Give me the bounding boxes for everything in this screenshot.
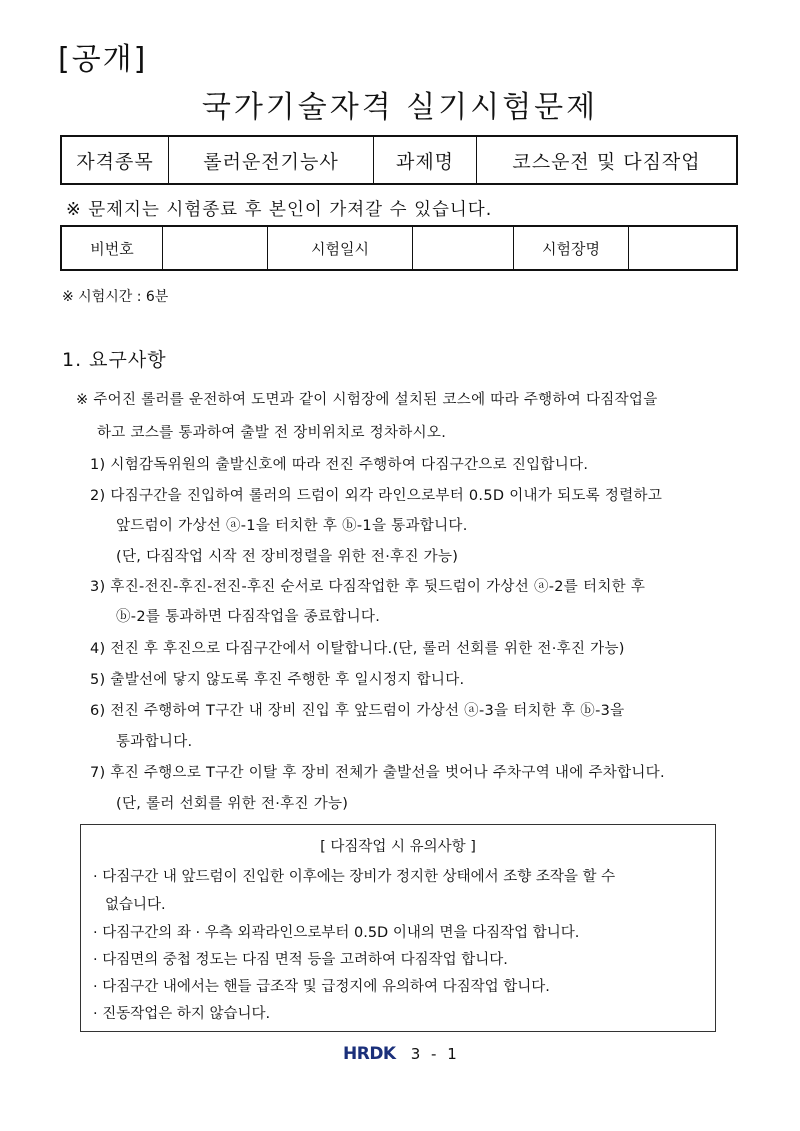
caution-title: [ 다짐작업 시 유의사항 ] — [320, 839, 476, 855]
requirement-line: ※ 주어진 롤러를 운전하여 도면과 같이 시험장에 설치된 코스에 따라 주행하여 다짐작업을 — [76, 392, 658, 408]
notice-text: ※ 문제지는 시험종료 후 본인이 가져갈 수 있습니다. — [66, 200, 493, 220]
date-label: 시험일시 — [268, 226, 413, 270]
requirement-line: 앞드럼이 가상선 ⓐ-1을 터치한 후 ⓑ-1을 통과합니다. — [116, 518, 468, 534]
requirement-line: 2) 다짐구간을 진입하여 롤러의 드럼이 외각 라인으로부터 0.5D 이내가 되도록 정렬하고 — [90, 488, 663, 504]
number-label: 비번호 — [61, 226, 163, 270]
section-heading: 1. 요구사항 — [62, 349, 167, 371]
page-number: 3 - 1 — [410, 1045, 460, 1063]
place-value[interactable] — [629, 226, 738, 270]
field-label: 자격종목 — [61, 136, 169, 184]
footer — [343, 1044, 460, 1064]
task-value: 코스운전 및 다짐작업 — [477, 136, 738, 184]
requirement-line: 3) 후진-전진-후진-전진-후진 순서로 다짐작업한 후 뒷드럼이 가상선 ⓐ-2를 터치한 후 — [90, 579, 646, 595]
requirement-line: (단, 롤러 선회를 위한 전·후진 가능) — [116, 796, 349, 812]
caution-line: · 다짐구간 내 앞드럼이 진입한 이후에는 장비가 정지한 상태에서 조향 조작을 할 수 — [93, 869, 616, 885]
caution-line: · 다짐면의 중첩 정도는 다짐 면적 등을 고려하여 다짐작업 합니다. — [93, 952, 508, 968]
caution-line: 없습니다. — [105, 897, 166, 913]
place-label: 시험장명 — [514, 226, 629, 270]
requirement-line: ⓑ-2를 통과하면 다짐작업을 종료합니다. — [116, 609, 381, 625]
caution-line: · 다짐구간 내에서는 핸들 급조작 및 급정지에 유의하여 다짐작업 합니다. — [93, 979, 550, 995]
exam-time: ※ 시험시간 : 6분 — [62, 289, 169, 305]
public-tag: [공개] — [58, 42, 148, 77]
task-label: 과제명 — [374, 136, 477, 184]
requirement-line: 1) 시험감독위원의 출발신호에 따라 전진 주행하여 다짐구간으로 진입합니다. — [90, 457, 589, 473]
requirement-line: 6) 전진 주행하여 T구간 내 장비 진입 후 앞드럼이 가상선 ⓐ-3을 터치한 후 ⓑ-3을 — [90, 703, 625, 719]
requirement-line: 통과합니다. — [116, 734, 193, 750]
caution-box — [80, 824, 716, 1032]
requirement-line: 4) 전진 후 후진으로 다짐구간에서 이탈합니다.(단, 롤러 선회를 위한 전·후진 가능) — [90, 641, 625, 657]
requirement-line: 7) 후진 주행으로 T구간 이탈 후 장비 전체가 출발선을 벗어나 주차구역 내에 주차합니다. — [90, 765, 665, 781]
requirement-line: 하고 코스를 통과하여 출발 전 장비위치로 정차하시오. — [97, 425, 447, 441]
caution-line: · 다짐구간의 좌 · 우측 외곽라인으로부터 0.5D 이내의 면을 다짐작업 합니다. — [93, 925, 580, 941]
number-value[interactable] — [163, 226, 268, 270]
page-title: 국가기술자격 실기시험문제 — [201, 90, 599, 125]
requirement-line: 5) 출발선에 닿지 않도록 후진 주행한 후 일시정지 합니다. — [90, 672, 465, 688]
field-value: 롤러운전기능사 — [169, 136, 374, 184]
requirement-line: (단, 다짐작업 시작 전 장비정렬을 위한 전·후진 가능) — [116, 549, 459, 565]
date-value[interactable] — [413, 226, 514, 270]
hrdk-logo: HRDK — [343, 1044, 396, 1064]
info-table — [60, 135, 738, 185]
id-table — [60, 225, 738, 271]
caution-line: · 진동작업은 하지 않습니다. — [93, 1006, 271, 1022]
